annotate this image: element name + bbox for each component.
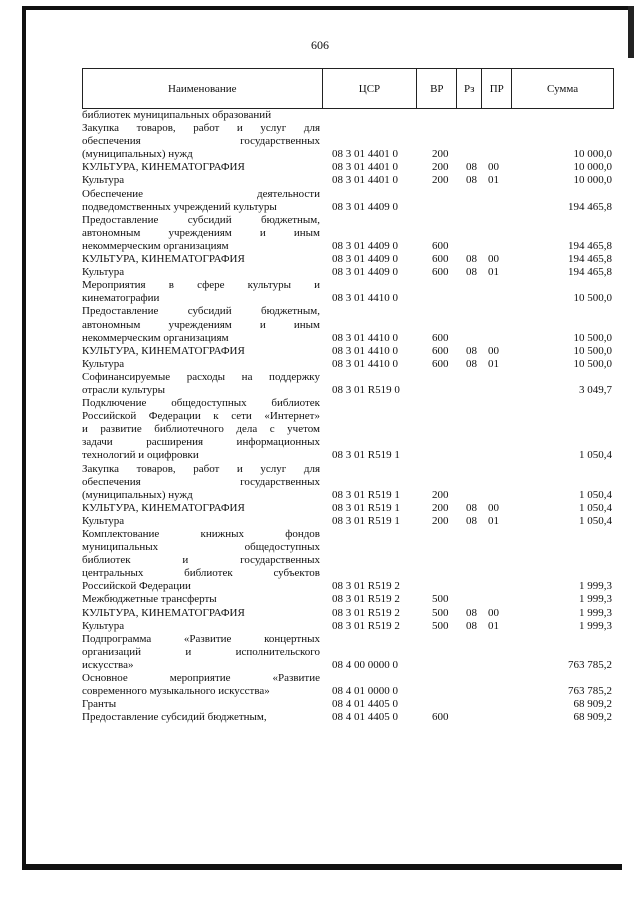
header-name: Наименование	[83, 69, 323, 108]
cell-sum: 194 465,8	[568, 239, 612, 252]
cell-sum: 68 909,2	[573, 698, 612, 711]
cell-sum: 1 050,4	[579, 514, 612, 527]
cell-vr: 500	[432, 619, 449, 632]
cell-pr: 01	[488, 266, 499, 279]
cell-csr: 08 3 01 4409 0	[332, 239, 398, 252]
table-row	[82, 161, 614, 174]
cell-vr: 200	[432, 501, 449, 514]
table-row	[82, 672, 614, 698]
cell-name	[82, 698, 322, 711]
cell-sum: 1 050,4	[579, 501, 612, 514]
header-sum: Сумма	[512, 69, 614, 108]
cell-vr: 200	[432, 514, 449, 527]
cell-vr: 600	[432, 711, 449, 724]
name-line: Культура	[82, 514, 125, 527]
name-line: Межбюджетные трансферты	[82, 593, 217, 606]
table-row	[82, 266, 614, 279]
cell-pr: 00	[488, 606, 499, 619]
header-rz: Рз	[457, 69, 482, 108]
name-line: КУЛЬТУРА, КИНЕМАТОГРАФИЯ	[82, 606, 245, 619]
cell-csr: 08 4 01 4405 0	[332, 698, 398, 711]
cell-sum: 1 999,3	[579, 580, 612, 593]
table-header	[82, 68, 614, 109]
name-line: технологий и оцифровки	[82, 449, 199, 462]
table-row	[82, 279, 614, 305]
cell-vr: 600	[432, 357, 449, 370]
cell-sum: 194 465,8	[568, 266, 612, 279]
name-line: обеспечения государственных	[82, 135, 320, 148]
cell-rz: 08	[466, 501, 477, 514]
table-row	[82, 371, 614, 397]
cell-name	[82, 528, 322, 593]
cell-csr: 08 3 01 4410 0	[332, 331, 398, 344]
cell-pr: 01	[488, 514, 499, 527]
name-line: Предоставление субсидий бюджетным,	[82, 711, 267, 724]
budget-table	[82, 68, 614, 724]
cell-sum: 763 785,2	[568, 658, 612, 671]
cell-csr: 08 3 01 4409 0	[332, 266, 398, 279]
cell-csr: 08 3 01 4410 0	[332, 344, 398, 357]
cell-vr: 600	[432, 344, 449, 357]
name-line: муниципальных общедоступных	[82, 541, 320, 554]
cell-name	[82, 371, 322, 397]
cell-rz: 08	[466, 266, 477, 279]
cell-vr: 200	[432, 148, 449, 161]
name-line: Основное мероприятие «Развитие	[82, 672, 320, 685]
name-line: автономным учреждениям и иным	[82, 226, 320, 239]
cell-name	[82, 463, 322, 502]
name-line: КУЛЬТУРА, КИНЕМАТОГРАФИЯ	[82, 253, 245, 266]
cell-vr: 500	[432, 606, 449, 619]
cell-sum: 763 785,2	[568, 685, 612, 698]
cell-name	[82, 109, 322, 122]
cell-name	[82, 279, 322, 305]
cell-name	[82, 633, 322, 672]
table-row	[82, 463, 614, 502]
name-line: задачи расширения информационных	[82, 436, 320, 449]
cell-csr: 08 3 01 R519 0	[332, 383, 400, 396]
cell-sum: 10 500,0	[573, 357, 612, 370]
name-line: отрасли культуры	[82, 383, 166, 396]
table-row	[82, 633, 614, 672]
name-line: Подключение общедоступных библиотек	[82, 397, 320, 410]
cell-pr: 00	[488, 253, 499, 266]
table-row	[82, 711, 614, 724]
scan-border-top	[22, 6, 634, 10]
cell-rz: 08	[466, 344, 477, 357]
cell-pr: 01	[488, 357, 499, 370]
cell-pr: 01	[488, 619, 499, 632]
cell-rz: 08	[466, 619, 477, 632]
header-pr: ПР	[482, 69, 512, 108]
cell-pr: 00	[488, 501, 499, 514]
cell-name	[82, 358, 322, 371]
table-row	[82, 253, 614, 266]
cell-csr: 08 3 01 R519 1	[332, 449, 400, 462]
cell-sum: 10 500,0	[573, 344, 612, 357]
name-line: некоммерческим организациям	[82, 239, 229, 252]
header-vr: ВР	[417, 69, 457, 108]
table-body	[82, 109, 614, 724]
cell-csr: 08 3 01 R519 1	[332, 501, 400, 514]
name-line: Культура	[82, 266, 125, 279]
name-line: Гранты	[82, 698, 117, 711]
cell-csr: 08 3 01 R519 2	[332, 593, 400, 606]
cell-name	[82, 515, 322, 528]
name-line: кинематографии	[82, 292, 160, 305]
cell-vr: 200	[432, 488, 449, 501]
cell-name	[82, 253, 322, 266]
cell-csr: 08 3 01 R519 1	[332, 514, 400, 527]
cell-sum: 68 909,2	[573, 711, 612, 724]
cell-csr: 08 4 01 0000 0	[332, 685, 398, 698]
cell-rz: 08	[466, 514, 477, 527]
table-row	[82, 515, 614, 528]
name-line: искусства»	[82, 658, 134, 671]
cell-name	[82, 174, 322, 187]
cell-csr: 08 3 01 4410 0	[332, 357, 398, 370]
cell-sum: 1 999,3	[579, 606, 612, 619]
table-row	[82, 345, 614, 358]
cell-vr: 600	[432, 266, 449, 279]
name-line: библиотек муниципальных образований	[82, 109, 272, 121]
scan-border-left	[22, 6, 26, 868]
name-line: Подпрограмма «Развитие концертных	[82, 632, 320, 645]
name-line: Российской Федерации к сети «Интернет»	[82, 410, 320, 423]
name-line: Российской Федерации	[82, 580, 191, 593]
name-line: некоммерческим организациям	[82, 331, 229, 344]
cell-name	[82, 593, 322, 606]
table-row	[82, 528, 614, 593]
name-line: Культура	[82, 357, 125, 370]
table-row	[82, 593, 614, 606]
cell-pr: 00	[488, 344, 499, 357]
name-line: Предоставление субсидий бюджетным,	[82, 213, 320, 226]
cell-pr: 01	[488, 174, 499, 187]
cell-vr: 500	[432, 593, 449, 606]
table-row	[82, 620, 614, 633]
name-line: Предоставление субсидий бюджетным,	[82, 305, 320, 318]
cell-sum: 1 050,4	[579, 488, 612, 501]
cell-sum: 10 500,0	[573, 331, 612, 344]
cell-name	[82, 161, 322, 174]
name-line: Культура	[82, 619, 125, 632]
cell-sum: 194 465,8	[568, 200, 612, 213]
cell-name	[82, 122, 322, 161]
cell-csr: 08 4 01 4405 0	[332, 711, 398, 724]
name-line: обеспечения государственных	[82, 475, 320, 488]
name-line: автономным учреждениям и иным	[82, 318, 320, 331]
cell-vr: 600	[432, 331, 449, 344]
table-row	[82, 188, 614, 214]
cell-rz: 08	[466, 357, 477, 370]
name-line: КУЛЬТУРА, КИНЕМАТОГРАФИЯ	[82, 344, 245, 357]
name-line: подведомственных учреждений культуры	[82, 200, 277, 213]
name-line: (муниципальных) нужд	[82, 488, 193, 501]
cell-name	[82, 620, 322, 633]
name-line: организаций и исполнительского	[82, 645, 320, 658]
cell-sum: 10 000,0	[573, 161, 612, 174]
cell-name	[82, 214, 322, 253]
cell-name	[82, 188, 322, 214]
cell-csr: 08 4 00 0000 0	[332, 658, 398, 671]
name-line: Закупка товаров, работ и услуг для	[82, 122, 320, 135]
name-line: центральных библиотек субъектов	[82, 567, 320, 580]
cell-sum: 194 465,8	[568, 253, 612, 266]
table-row	[82, 122, 614, 161]
cell-csr: 08 3 01 4409 0	[332, 200, 398, 213]
cell-name	[82, 607, 322, 620]
cell-rz: 08	[466, 174, 477, 187]
table-row	[82, 358, 614, 371]
table-row	[82, 502, 614, 515]
cell-name	[82, 305, 322, 344]
cell-name	[82, 345, 322, 358]
cell-sum: 3 049,7	[579, 383, 612, 396]
scan-border-bottom	[22, 864, 622, 870]
table-row	[82, 397, 614, 462]
cell-vr: 600	[432, 253, 449, 266]
cell-csr: 08 3 01 4410 0	[332, 292, 398, 305]
name-line: (муниципальных) нужд	[82, 148, 193, 161]
table-row	[82, 698, 614, 711]
cell-csr: 08 3 01 R519 2	[332, 619, 400, 632]
table-row	[82, 607, 614, 620]
cell-csr: 08 3 01 4401 0	[332, 148, 398, 161]
table-row	[82, 109, 614, 122]
cell-vr: 600	[432, 239, 449, 252]
name-line: Софинансируемые расходы на поддержку	[82, 370, 320, 383]
cell-sum: 10 500,0	[573, 292, 612, 305]
cell-csr: 08 3 01 R519 2	[332, 580, 400, 593]
cell-sum: 10 000,0	[573, 174, 612, 187]
name-line: современного музыкального искусства»	[82, 685, 270, 698]
table-row	[82, 214, 614, 253]
name-line: Мероприятия в сфере культуры и	[82, 279, 320, 292]
name-line: библиотек и государственных	[82, 554, 320, 567]
cell-csr: 08 3 01 R519 2	[332, 606, 400, 619]
cell-rz: 08	[466, 161, 477, 174]
cell-csr: 08 3 01 4401 0	[332, 174, 398, 187]
page-number: 606	[311, 38, 329, 52]
name-line: КУЛЬТУРА, КИНЕМАТОГРАФИЯ	[82, 161, 245, 174]
name-line: Обеспечение деятельности	[82, 187, 320, 200]
name-line: Культура	[82, 174, 125, 187]
cell-rz: 08	[466, 606, 477, 619]
name-line: КУЛЬТУРА, КИНЕМАТОГРАФИЯ	[82, 501, 245, 514]
cell-csr: 08 3 01 4409 0	[332, 253, 398, 266]
cell-name	[82, 711, 322, 724]
cell-csr: 08 3 01 R519 1	[332, 488, 400, 501]
name-line: Закупка товаров, работ и услуг для	[82, 462, 320, 475]
name-line: Комплектование книжных фондов	[82, 528, 320, 540]
cell-sum: 10 000,0	[573, 148, 612, 161]
table-row	[82, 174, 614, 187]
cell-name	[82, 502, 322, 515]
table-row	[82, 305, 614, 344]
name-line: и развитие библиотечного дела с учетом	[82, 423, 320, 436]
cell-vr: 200	[432, 161, 449, 174]
cell-vr: 200	[432, 174, 449, 187]
cell-csr: 08 3 01 4401 0	[332, 161, 398, 174]
cell-name	[82, 266, 322, 279]
cell-rz: 08	[466, 253, 477, 266]
cell-sum: 1 999,3	[579, 593, 612, 606]
cell-pr: 00	[488, 161, 499, 174]
header-csr: ЦСР	[323, 69, 418, 108]
cell-name	[82, 672, 322, 698]
cell-name	[82, 397, 322, 462]
cell-sum: 1 050,4	[579, 449, 612, 462]
cell-sum: 1 999,3	[579, 619, 612, 632]
